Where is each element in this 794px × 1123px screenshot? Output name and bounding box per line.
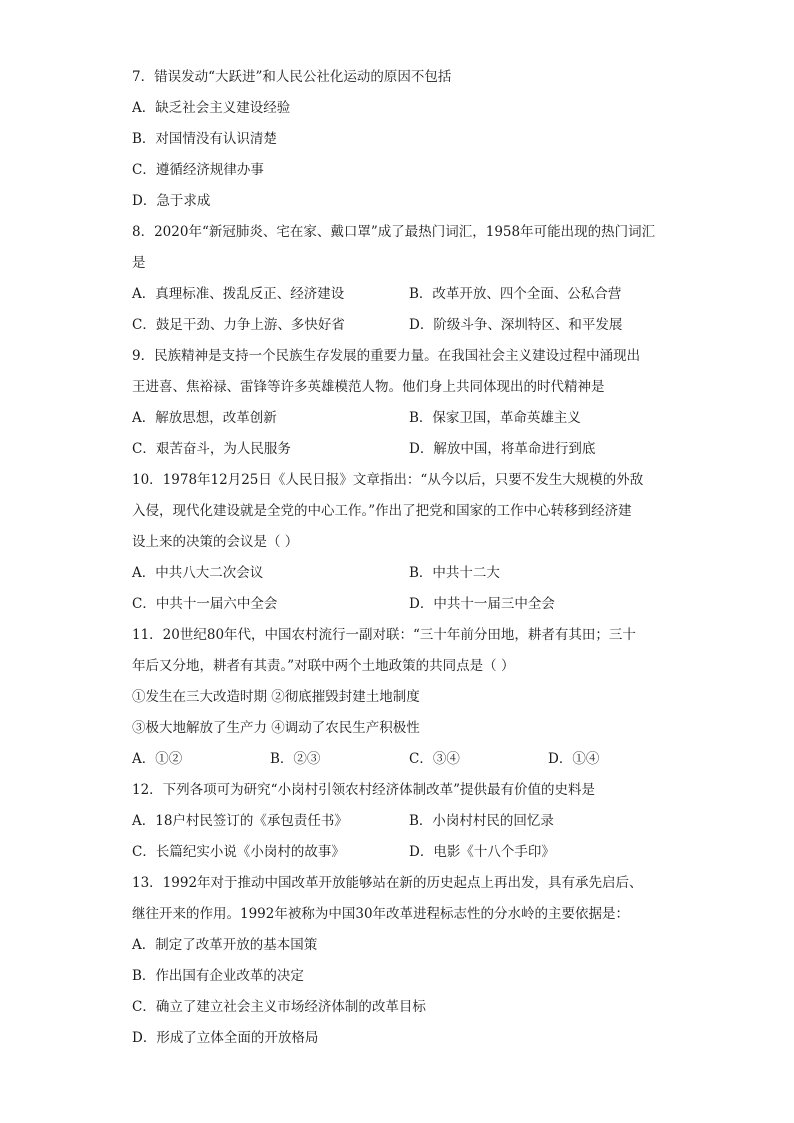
q8-option-a: A．真理标准、拨乱反正、经济建设 [132,286,345,302]
q11-option-c: C．③④ [409,751,460,767]
q9-option-c: C．艰苦奋斗，为人民服务 [132,441,291,457]
q9-options-row1 [132,403,672,434]
q12-option-c: C．长篇纪实小说《小岗村的故事》 [132,844,345,860]
q11-options-row [132,744,672,775]
q10-options-row1 [132,558,672,589]
q10-option-c: C．中共十一届六中全会 [132,596,278,612]
q10-option-d: D．中共十一届三中全会 [409,596,555,612]
q11-stem-line2: 年后又分地，耕者有其责。”对联中两个土地政策的共同点是（ ） [132,658,515,674]
q13-option-a: A．制定了改革开放的基本国策 [132,937,318,953]
q11-statements-34: ③极大地解放了生产力 ④调动了农民生产积极性 [132,720,420,736]
q9-options-row2 [132,434,672,465]
q11-statements-12: ①发生在三大改造时期 ②彻底摧毁封建土地制度 [132,689,420,705]
q9-option-d: D．解放中国，将革命进行到底 [409,441,596,457]
q7-option-b: B．对国情没有认识清楚 [132,131,277,147]
q11-option-b: B．②③ [270,751,321,767]
q8-option-d: D．阶级斗争、深圳特区、和平发展 [409,317,623,333]
q9-option-a: A．解放思想，改革创新 [132,410,277,426]
q13-stem-line2: 继往开来的作用。1992年被称为中国30年改革进程标志性的分水岭的主要依据是： [132,906,630,922]
exam-page [132,62,672,1054]
q12-option-d: D．电影《十八个手印》 [409,844,555,860]
q8-options-row2 [132,310,672,341]
q12-option-a: A．18户村民签订的《承包责任书》 [132,813,348,829]
q7-stem: 7．错误发动“大跃进”和人民公社化运动的原因不包括 [132,69,452,85]
q8-option-c: C．鼓足干劲、力争上游、多快好省 [132,317,345,333]
q10-stem-line3: 设上来的决策的会议是（ ） [132,534,299,550]
q10-option-b: B．中共十二大 [409,565,500,581]
q11-option-d: D．①④ [548,751,600,767]
q13-option-c: C．确立了建立社会主义市场经济体制的改革目标 [132,999,426,1015]
q9-stem-line1: 9．民族精神是支持一个民族生存发展的重要力量。在我国社会主义建设过程中涌现出 [132,348,641,364]
q10-stem-line2: 入侵，现代化建设就是全党的中心工作。”作出了把党和国家的工作中心转移到经济建 [132,503,632,519]
q11-option-a: A．①② [132,751,183,767]
q10-options-row2 [132,589,672,620]
q12-stem: 12．下列各项可为研究“小岗村引领农村经济体制改革”提供最有价值的史料是 [132,782,595,798]
q13-option-d: D．形成了立体全面的开放格局 [132,1030,319,1046]
q8-stem-line2: 是 [132,255,146,271]
q7-option-d: D．急于求成 [132,193,211,209]
q11-stem-line1: 11．20世纪80年代，中国农村流行一副对联：“三十年前分田地，耕者有其田；三十 [132,627,636,643]
q8-option-b: B．改革开放、四个全面、公私合营 [409,286,622,302]
q12-options-row1 [132,806,672,837]
q9-stem-line2: 王进喜、焦裕禄、雷锋等许多英雄模范人物。他们身上共同体现出的时代精神是 [132,379,605,395]
q13-stem-line1: 13．1992年对于推动中国改革开放能够站在新的历史起点上再出发，具有承先启后、 [132,875,643,891]
q10-option-a: A．中共八大二次会议 [132,565,264,581]
q12-option-b: B．小岗村村民的回忆录 [409,813,554,829]
q7-option-c: C．遵循经济规律办事 [132,162,264,178]
q9-option-b: B．保家卫国，革命英雄主义 [409,410,581,426]
q12-options-row2 [132,837,672,868]
q7-option-a: A．缺乏社会主义建设经验 [132,100,291,116]
q10-stem-line1: 10．1978年12月25日《人民日报》文章指出：“从今以后，只要不发生大规模的外敌 [132,472,644,488]
q8-stem-line1: 8．2020年“新冠肺炎、宅在家、戴口罩”成了最热门词汇，1958年可能出现的热门词汇 [132,224,656,240]
q8-options-row1 [132,279,672,310]
q13-option-b: B．作出国有企业改革的决定 [132,968,304,984]
